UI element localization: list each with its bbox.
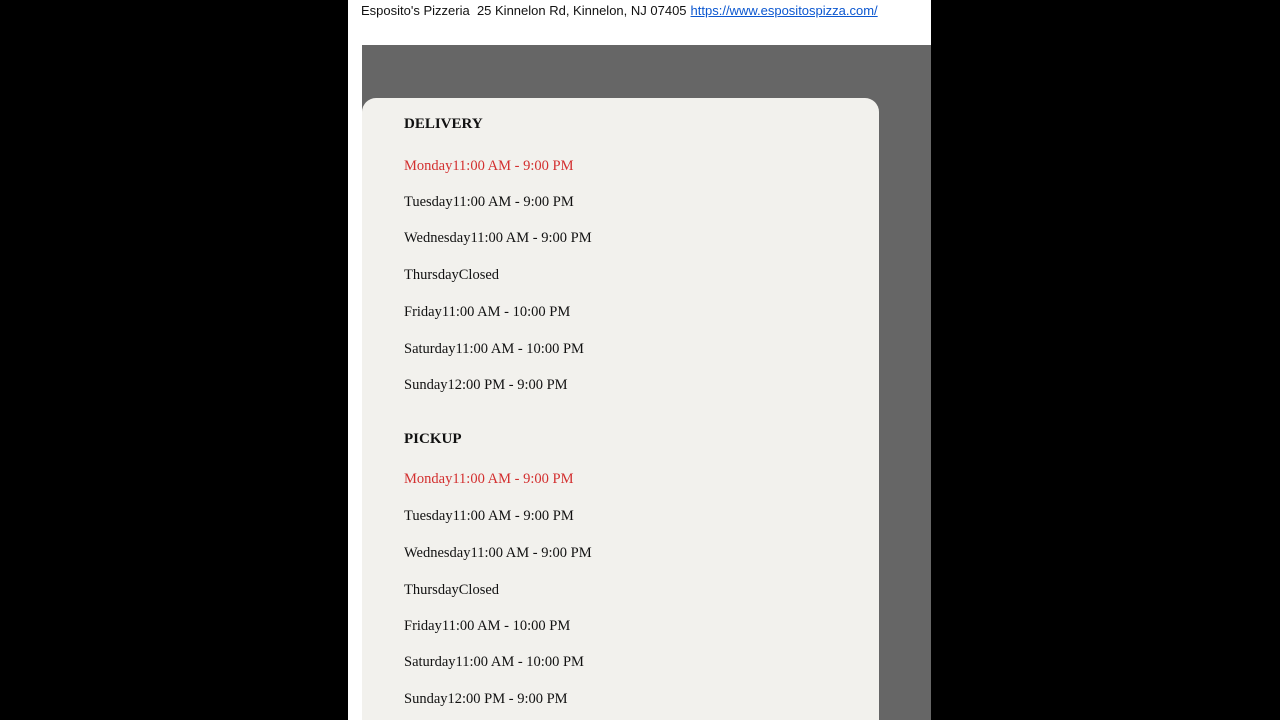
delivery-row-monday — [404, 158, 573, 175]
hours-value: 12:00 PM - 9:00 PM — [447, 377, 568, 393]
day-label: Saturday — [404, 341, 456, 357]
pickup-row-tuesday — [404, 508, 574, 525]
hours-value: 11:00 AM - 10:00 PM — [441, 304, 571, 320]
pickup-row-saturday — [404, 654, 584, 671]
day-label: Wednesday — [404, 545, 471, 561]
hours-value: 11:00 AM - 9:00 PM — [452, 158, 574, 174]
hours-value: 12:00 PM - 9:00 PM — [447, 691, 568, 707]
hours-value: 11:00 AM - 10:00 PM — [441, 618, 571, 634]
hours-value: 11:00 AM - 9:00 PM — [452, 194, 574, 210]
day-label: Thursday — [404, 582, 459, 598]
delivery-row-tuesday — [404, 194, 574, 211]
day-label: Wednesday — [404, 230, 471, 246]
hours-value: Closed — [458, 582, 500, 598]
website-link[interactable]: https://www.espositospizza.com/ — [690, 3, 878, 18]
hours-value: 11:00 AM - 9:00 PM — [452, 471, 574, 487]
day-label: Sunday — [404, 691, 448, 707]
day-label: Saturday — [404, 654, 456, 670]
hours-panel — [362, 45, 931, 720]
delivery-row-thursday — [404, 267, 499, 284]
document-page — [348, 0, 931, 720]
hours-value: 11:00 AM - 9:00 PM — [452, 508, 574, 524]
day-label: Tuesday — [404, 194, 453, 210]
delivery-row-friday — [404, 304, 570, 321]
hours-value: 11:00 AM - 10:00 PM — [455, 341, 584, 357]
pickup-row-thursday — [404, 582, 499, 599]
hours-value: 11:00 AM - 10:00 PM — [455, 654, 584, 670]
delivery-title: DELIVERY — [404, 116, 483, 132]
day-label: Friday — [404, 618, 442, 634]
delivery-row-saturday — [404, 341, 584, 358]
day-label: Sunday — [404, 377, 448, 393]
delivery-row-sunday — [404, 377, 568, 394]
delivery-row-wednesday — [404, 230, 592, 247]
hours-card — [362, 98, 879, 720]
hours-value: Closed — [458, 267, 500, 283]
day-label: Monday — [404, 158, 453, 174]
hours-value: 11:00 AM - 9:00 PM — [470, 545, 592, 561]
business-name: Esposito's Pizzeria — [361, 3, 470, 18]
pickup-title: PICKUP — [404, 431, 462, 447]
business-header — [361, 3, 878, 18]
pickup-row-monday — [404, 471, 573, 488]
pickup-row-friday — [404, 618, 570, 635]
day-label: Tuesday — [404, 508, 453, 524]
day-label: Thursday — [404, 267, 459, 283]
pickup-row-sunday — [404, 691, 568, 708]
pickup-row-wednesday — [404, 545, 592, 562]
business-address: 25 Kinnelon Rd, Kinnelon, NJ 07405 — [476, 3, 687, 18]
day-label: Monday — [404, 471, 453, 487]
day-label: Friday — [404, 304, 442, 320]
hours-value: 11:00 AM - 9:00 PM — [470, 230, 592, 246]
